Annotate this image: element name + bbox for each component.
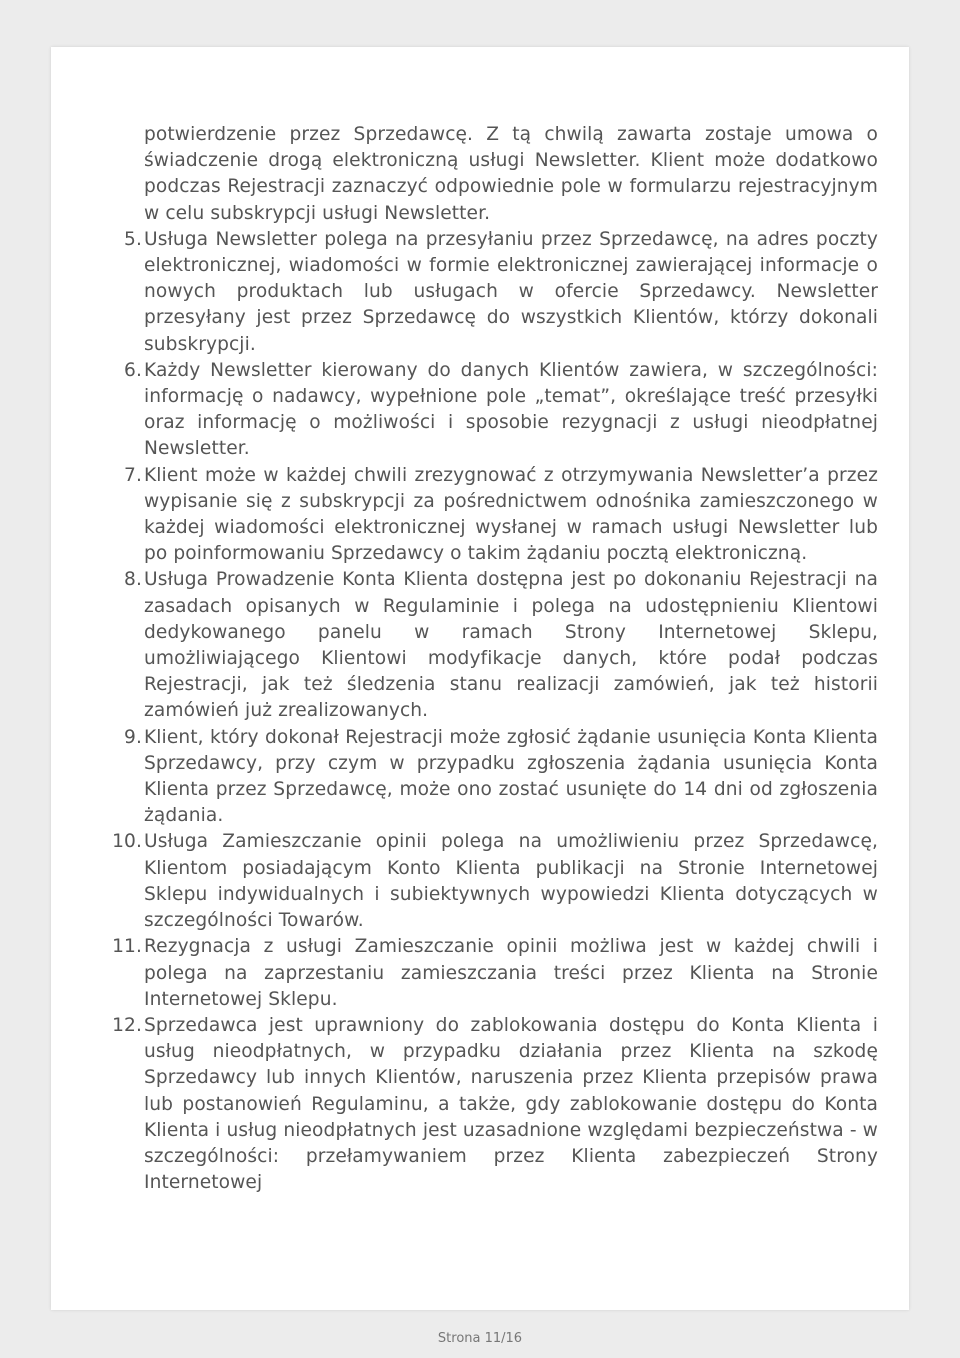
- list-item-12: [112, 1013, 878, 1196]
- intro-paragraph: potwierdzenie przez Sprzedawcę. Z tą chwilą zawarta zostaje umowa o świadczenie drogą elektroniczną usługi Newsletter. Klient może dodatkowo podczas Rejestracji zaznaczyć odpowiednie pole w formularzu rejestracyjnym w celu subskrypcji usługi Newsletter.: [144, 124, 878, 224]
- list-item-text: Usługa Newsletter polega na przesyłaniu przez Sprzedawcę, na adres poczty elektronicznej, wiadomości w formie elektronicznej zawierającej informacje o nowych produktach lub usługach w ofercie Sprzedawcy. Newsletter przesyłany jest przez Sprzedawcę do wszystkich Klientów, którzy dokonali subskrypcji.: [144, 228, 878, 355]
- list-item-text: Klient, który dokonał Rejestracji może zgłosić żądanie usunięcia Konta Klienta Sprzedawcy, przy czym w przypadku zgłoszenia żądania usunięcia Konta Klienta przez Sprzedawcę, może ono zostać usunięte do 14 dni od zgłoszenia żądania.: [144, 726, 878, 827]
- list-item-number: 6.: [124, 359, 142, 381]
- list-item-number: 12.: [112, 1014, 142, 1036]
- list-item-number: 7.: [124, 464, 142, 486]
- list-item-number: 5.: [124, 228, 142, 250]
- page-number: Strona 11/16: [437, 1331, 523, 1346]
- list-item-8: [124, 567, 878, 724]
- list-item-text: Każdy Newsletter kierowany do danych Klientów zawiera, w szczególności: informację o nadawcy, wypełnione pole „temat”, określające treść przesyłki oraz informację o możliwości i sposobie rezygnacji z usługi nieodpłatnej Newsletter.: [144, 359, 878, 460]
- list-item-5: [124, 227, 878, 358]
- list-item-10: [112, 829, 878, 934]
- list-item-number: 10.: [112, 831, 142, 853]
- list-item-number: 9.: [124, 726, 142, 748]
- list-item-text: Usługa Zamieszczanie opinii polega na umożliwieniu przez Sprzedawcę, Klientom posiadającym Konto Klienta publikacji na Stronie Internetowej Sklepu indywidualnych i subiektywnych wypowiedzi Klienta dotyczących w szczególności Towarów.: [144, 831, 878, 932]
- list-item-text: Usługa Prowadzenie Konta Klienta dostępna jest po dokonaniu Rejestracji na zasadach opisanych w Regulaminie i polega na udostępnieniu Klientowi dedykowanego panelu w ramach Strony Internetowej Sklepu, umożliwiającego Klientowi modyfikacje danych, które podał podczas Rejestracji, jak też śledzenia stanu realizacji zamówień, jak też historii zamówień już zrealizowanych.: [144, 569, 878, 722]
- document-page: [51, 47, 909, 1310]
- list-item-text: Sprzedawca jest uprawniony do zablokowania dostępu do Konta Klienta i usług nieodpłatnych, w przypadku działania przez Klienta na szkodę Sprzedawcy lub innych Klientów, naruszenia przez Klienta przepisów prawa lub postanowień Regulaminu, a także, gdy zablokowanie dostępu do Konta Klienta i usług nieodpłatnych jest uzasadnione względami bezpieczeństwa - w szczególności: przełamywaniem przez Klienta zabezpieczeń Strony Internetowej: [144, 1014, 878, 1194]
- list-item-number: 8.: [124, 569, 142, 591]
- document-body: [112, 122, 878, 1196]
- list-item-6: [124, 358, 878, 463]
- list-item-9: [124, 725, 878, 830]
- list-item-7: [124, 463, 878, 568]
- list-item-text: Klient może w każdej chwili zrezygnować z otrzymywania Newsletter’a przez wypisanie się z subskrypcji za pośrednictwem odnośnika zamieszczonego w każdej wiadomości elektronicznej wysłanej w ramach usługi Newsletter lub po poinformowaniu Sprzedawcy o takim żądaniu pocztą elektroniczną.: [144, 464, 878, 565]
- list-item-11: [112, 934, 878, 1013]
- list-item-text: Rezygnacja z usługi Zamieszczanie opinii możliwa jest w każdej chwili i polega na zaprzestaniu zamieszczania treści przez Klienta na Stronie Internetowej Sklepu.: [144, 936, 878, 1010]
- list-item-number: 11.: [112, 936, 142, 958]
